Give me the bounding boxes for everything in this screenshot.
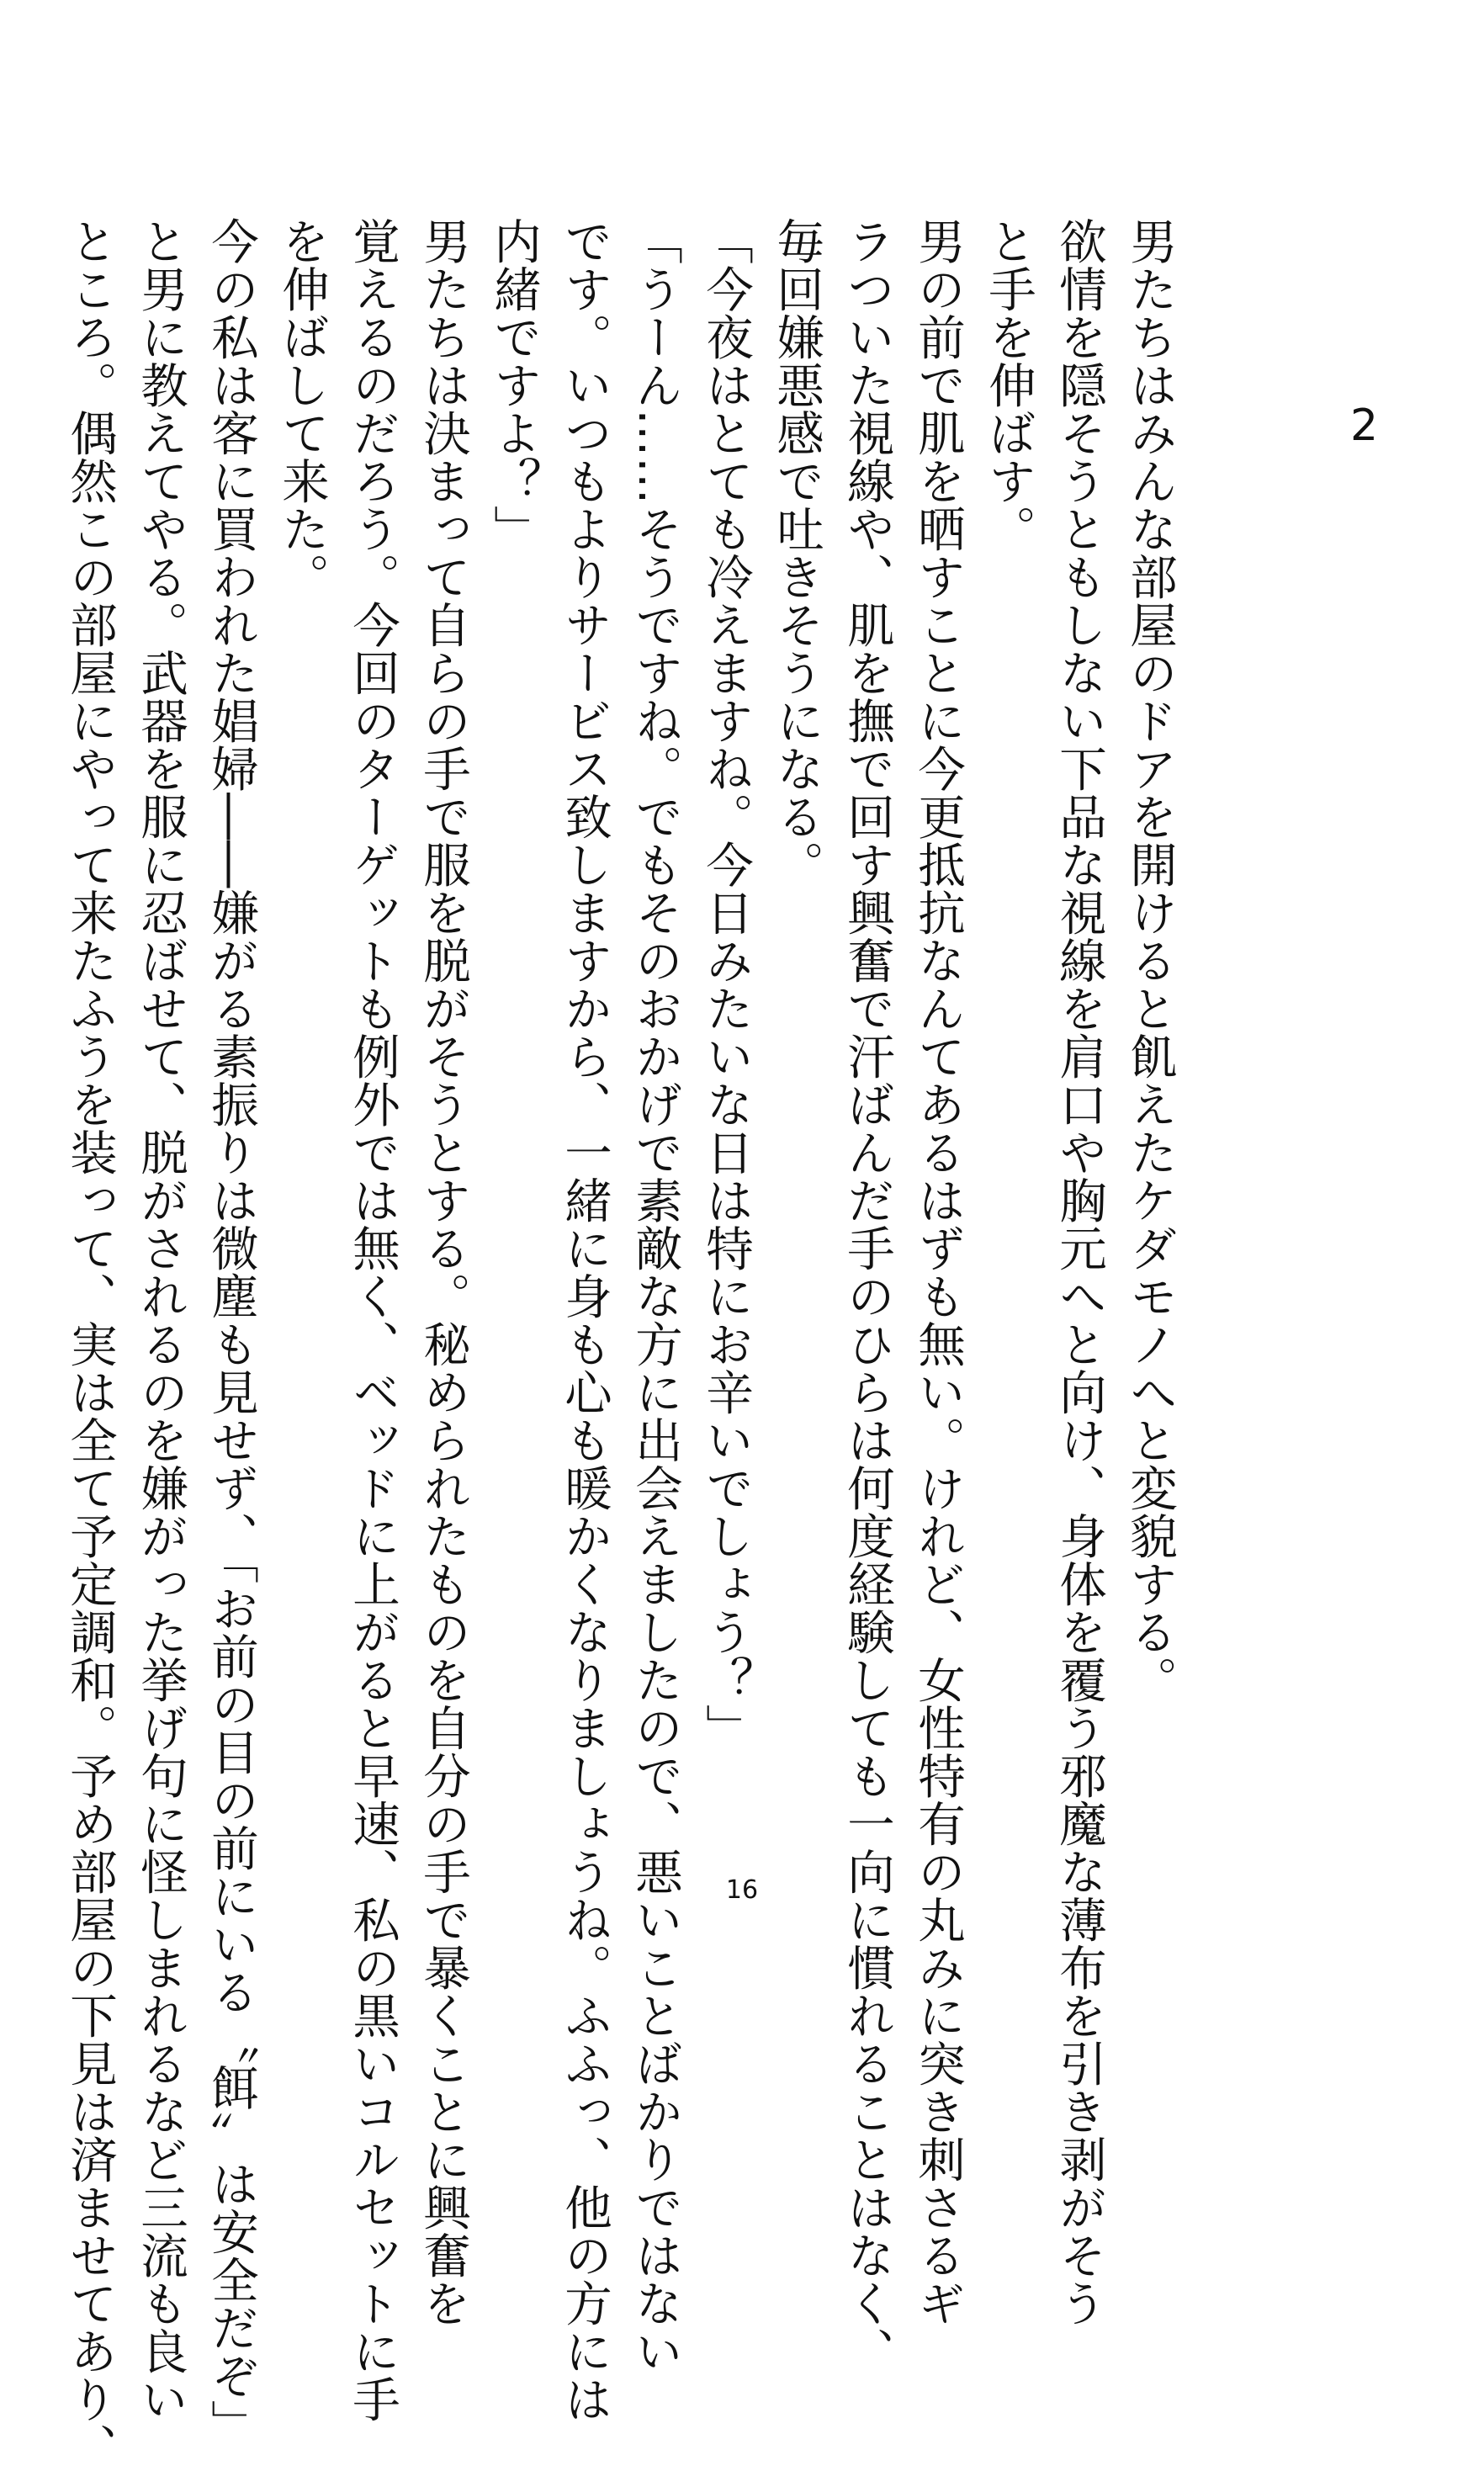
text-line: ラついた視線や、肌を撫で回す興奮で汗ばんだ手のひらは何度経験しても一向に慣れることはなく、	[840, 217, 894, 2375]
text-line: 男たちはみんな部屋のドアを開けると飢えたケダモノへと変貌する。	[1122, 217, 1177, 1704]
text-line: と手を伸ばす。	[981, 217, 1036, 553]
chapter-number: 2	[1350, 400, 1379, 451]
text-line: 覚えるのだろう。今回のターゲットも例外では無く、ベッドに上がると早速、私の黒いコルセットに手	[345, 217, 400, 2423]
text-line: 今の私は客に買われた娼婦――嫌がる素振りは微塵も見せず、「お前の目の前にいる〝餌〟は安全だぞ」	[204, 217, 258, 2447]
text-line: 毎回嫌悪感で吐きそうになる。	[769, 217, 824, 888]
text-line: 「うーん……そうですね。でもそのおかげで素敵な方に出会えましたので、悪いことばかりではない	[628, 217, 682, 2375]
text-line: 内緒ですよ？」	[486, 217, 541, 553]
text-line: です。いつもよりサービス致しますから、一緒に身も心も暖かくなりましょうね。ふふっ、他の方には	[557, 217, 612, 2423]
text-line: 欲情を隠そうともしない下品な視線を肩口や胸元へと向け、身体を覆う邪魔な薄布を引き剥がそう	[1052, 217, 1106, 2327]
page-number: 16	[725, 1875, 759, 1905]
text-line: 男たちは決まって自らの手で服を脱がそうとする。秘められたものを自分の手で暴くことに興奮を	[416, 217, 470, 2327]
text-line: 男の前で肌を晒すことに今更抵抗なんてあるはずも無い。けれど、女性特有の丸みに突き刺さるギ	[910, 217, 965, 2327]
text-line: を伸ばして来た。	[274, 217, 329, 601]
text-line: と男に教えてやる。武器を服に忍ばせて、脱がされるのを嫌がった挙げ句に怪しまれるなど三流も良い	[133, 217, 188, 2423]
text-line: 「今夜はとても冷えますね。今日みたいな日は特にお辛いでしょう？」	[698, 217, 753, 1752]
text-line: ところ。偶然この部屋にやって来たふうを装って、実は全て予定調和。予め部屋の下見は済ませてあり、	[62, 217, 117, 2471]
